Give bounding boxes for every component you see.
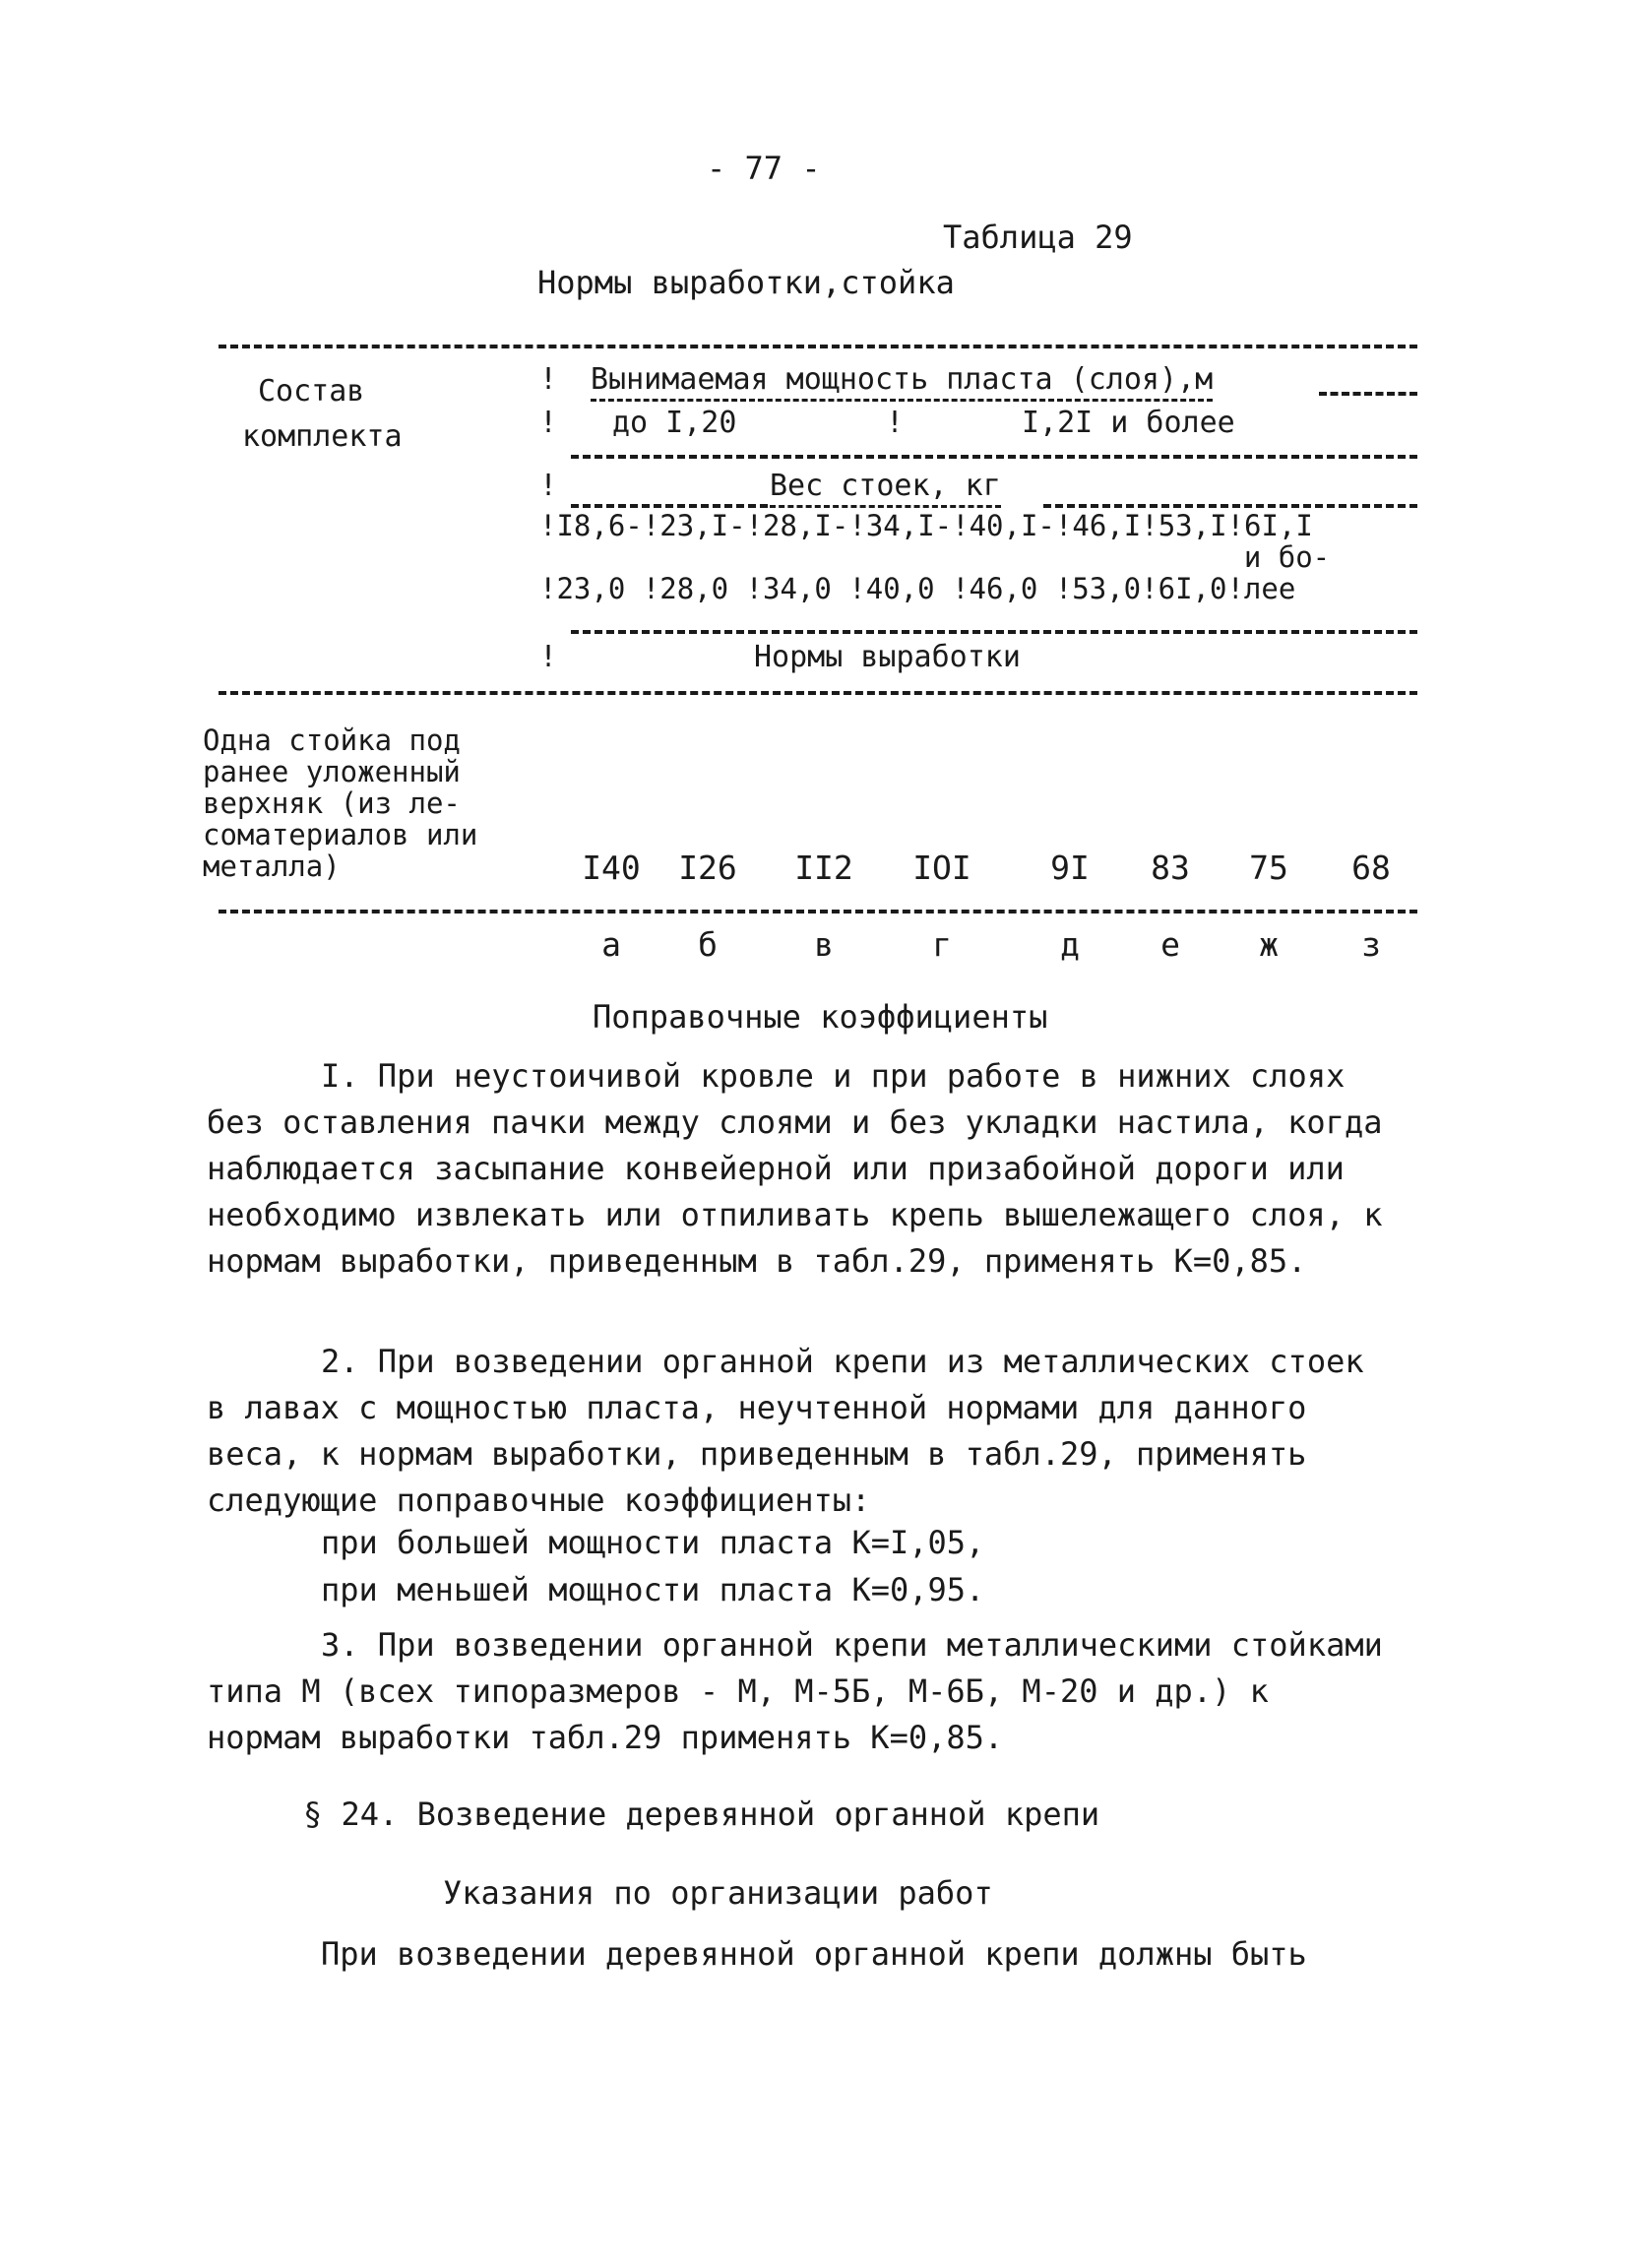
value-cell: 83 (1151, 849, 1190, 887)
value-cell: 75 (1249, 849, 1288, 887)
correction-item-1: I. При неустоичивой кровле и при работе в нижних слоях без оставления пачки между слоями и без укладки настила, когда наблюдается засыпание конвейерной или призабойной дороги или необходимо извлекать или отпиливать крепь вышележащего слоя, к нормам выработки, приведенным в табл.29, применять К=0,85. (207, 1057, 1383, 1280)
weight-rule-right (1043, 504, 1417, 508)
section-text: При возведении деревянной органной крепи должны быть (321, 1935, 1307, 1973)
group-rule (571, 455, 1417, 459)
weight-ranges: !I8,6-!23,I-!28,I-!34,I-!40,I-!46,I!53,I!6I,I и бо- !23,0 !28,0 !34,0 !40,0 !46,0 !53,0!6I,0!лее (539, 509, 1331, 605)
column-letter: б (698, 925, 718, 964)
table-bottom-rule (219, 910, 1417, 914)
table-label: Таблица 29 (943, 219, 1133, 256)
column-letter: ж (1259, 925, 1279, 964)
column-letter: е (1160, 925, 1180, 964)
group1-header: до I,20 (612, 406, 737, 440)
value-cell: I26 (678, 849, 737, 887)
correction-item-2b: при меньшей мощности пласта К=0,95. (321, 1571, 985, 1608)
correction-item-2: 2. При возведении органной крепи из металлических стоек в лавах с мощностью пласта, неучтенной нормами для данного веса, к нормам выработки, приведенным в табл.29, применять следующие поправочные коэффициенты: (207, 1343, 1364, 1519)
corrections-title: Поправочные коэффициенты (593, 998, 1048, 1036)
value-cell: 9I (1050, 849, 1090, 887)
separator-mark: ! (539, 469, 558, 503)
column-letter: а (601, 925, 621, 964)
weight-rule-left (571, 504, 768, 508)
header-tail-rule (1319, 392, 1417, 396)
col1-header-line1: Состав (258, 374, 365, 409)
separator-mark: ! (539, 362, 558, 397)
correction-item-2a: при большей мощности пласта К=I,05, (321, 1524, 985, 1561)
col1-header-line2: комплекта (242, 419, 403, 454)
header-bottom-rule (219, 691, 1417, 695)
value-cell: I40 (582, 849, 641, 887)
weight-header: Вес стоек, кг (770, 469, 1001, 503)
row-label: Одна стойка под ранее уложенный верхняк (из ле- соматериалов или металла) (203, 724, 478, 883)
ranges-rule (571, 630, 1417, 634)
section-heading: § 24. Возведение деревянной органной крепи (303, 1796, 1100, 1833)
table-title: Нормы выработки,стойка (537, 264, 955, 301)
separator-mark: ! (539, 406, 558, 440)
thickness-header: Вынимаемая мощность пласта (слоя),м (591, 362, 1213, 397)
value-cell: IOI (912, 849, 971, 887)
column-letter: в (814, 925, 834, 964)
separator-mark: ! (886, 406, 905, 440)
separator-mark: ! (539, 640, 558, 674)
value-cell: II2 (794, 849, 853, 887)
group2-header: I,2I и более (1022, 406, 1235, 440)
column-letter: д (1060, 925, 1080, 964)
value-cell: 68 (1351, 849, 1391, 887)
norms-header: Нормы выработки (754, 640, 1021, 674)
page-number: - 77 - (707, 150, 821, 187)
table-top-rule (219, 345, 1417, 348)
column-letter: з (1361, 925, 1381, 964)
column-letter: г (932, 925, 952, 964)
correction-item-3: 3. При возведении органной крепи металлическими стойками типа М (всех типоразмеров - М, М-5Б, М-6Б, М-20 и др.) к нормам выработки табл.29 применять К=0,85. (207, 1626, 1383, 1756)
section-subheading: Указания по организации работ (443, 1874, 993, 1912)
